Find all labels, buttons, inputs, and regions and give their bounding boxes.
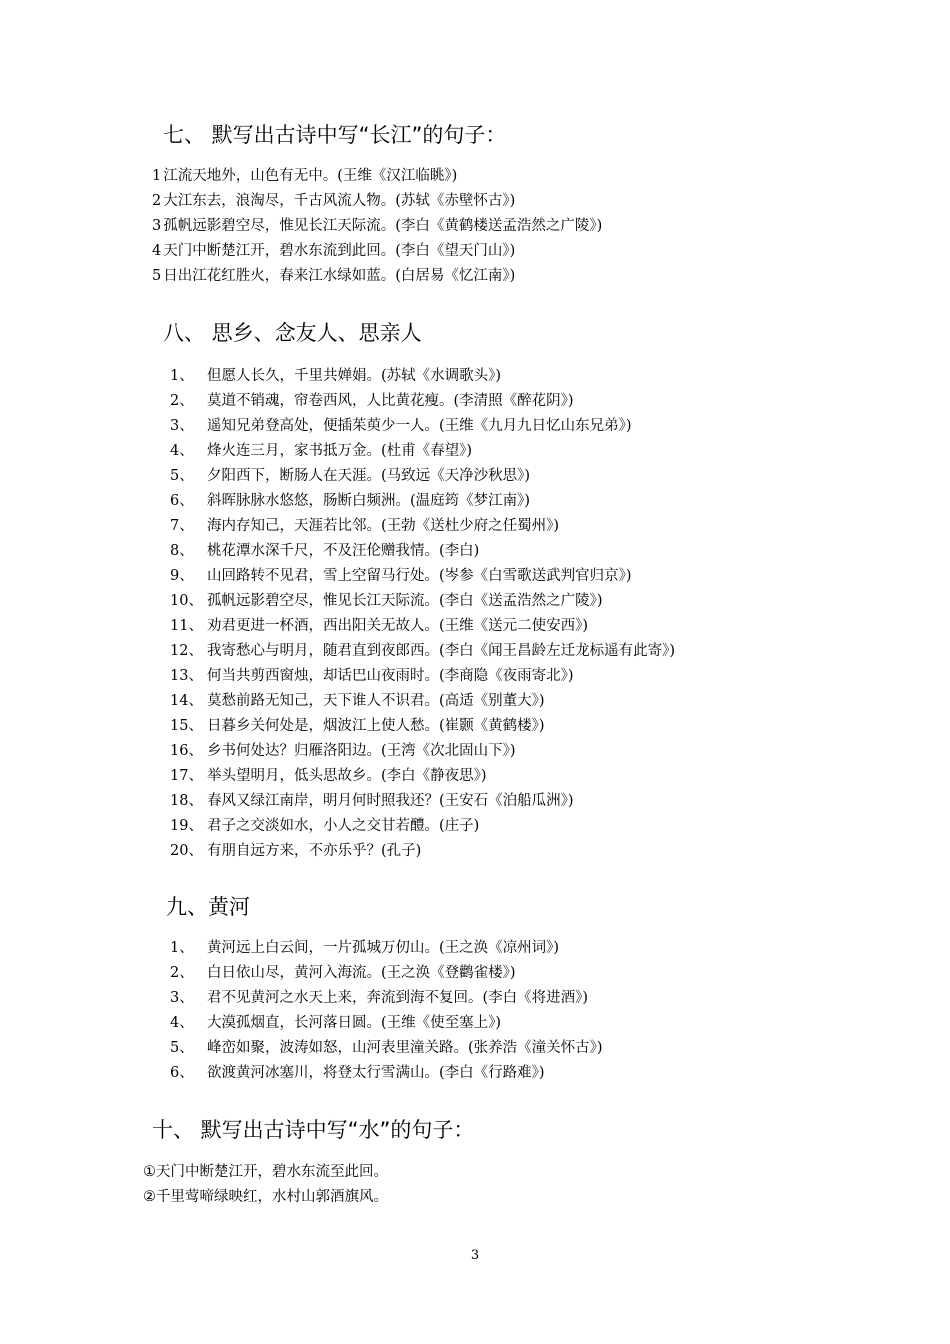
- item-text: 我寄愁心与明月，随君直到夜郎西。(李白《闻王昌龄左迁龙标遥有此寄》): [207, 643, 676, 659]
- item-text: 烽火连三月，家书抵万金。(杜甫《春望》): [207, 443, 473, 459]
- item-number: 18、: [170, 793, 203, 809]
- item-text: 黄河远上白云间，一片孤城万仞山。(王之涣《凉州词》): [207, 940, 560, 956]
- list-item: [152, 239, 602, 264]
- page-number: 3: [470, 1248, 480, 1263]
- list-item: [170, 961, 603, 986]
- item-number: 17、: [170, 768, 203, 784]
- list-item: [170, 614, 675, 639]
- item-text: 日暮乡关何处是，烟波江上使人愁。(崔颢《黄鹤楼》): [207, 718, 545, 734]
- list-item: [170, 589, 675, 614]
- item-number: 1、: [170, 368, 194, 384]
- list-item: [170, 364, 675, 389]
- item-number: 5、: [170, 468, 194, 484]
- item-text: 山回路转不见君，雪上空留马行处。(岑参《白雪歌送武判官归京》): [207, 568, 632, 584]
- list-item: [170, 489, 675, 514]
- section-10-title: 十、 默写出古诗中写“水”的句子：: [152, 1118, 475, 1142]
- list-item: [170, 514, 675, 539]
- item-number: 8、: [170, 543, 194, 559]
- item-text: 何当共剪西窗烛，却话巴山夜雨时。(李商隐《夜雨寄北》): [207, 668, 574, 684]
- item-number: 4: [152, 243, 162, 259]
- item-text: 劝君更进一杯酒，西出阳关无故人。(王维《送元二使安西》): [207, 618, 589, 634]
- item-number: 3、: [170, 418, 194, 434]
- item-text: 举头望明月，低头思故乡。(李白《静夜思》): [207, 768, 487, 784]
- list-item: [170, 539, 675, 564]
- item-number: 9、: [170, 568, 194, 584]
- item-text: 天门中断楚江开，碧水东流至此回。: [156, 1164, 388, 1180]
- list-item: [152, 214, 602, 239]
- section-8-list: [170, 364, 675, 864]
- section-9-list: [170, 936, 603, 1086]
- item-number: 7、: [170, 518, 194, 534]
- list-item: [170, 664, 675, 689]
- section-7-title: 七、 默写出古诗中写“长江”的句子：: [163, 123, 507, 147]
- item-text: 春风又绿江南岸，明月何时照我还？(王安石《泊船瓜洲》): [207, 793, 574, 809]
- item-number: 19、: [170, 818, 203, 834]
- section-7-list: [152, 164, 602, 289]
- item-text: 乡书何处达？归雁洛阳边。(王湾《次北固山下》): [207, 743, 516, 759]
- item-text: 大江东去，浪淘尽，千古风流人物。(苏轼《赤壁怀古》): [163, 193, 516, 209]
- item-number: 1、: [170, 940, 194, 956]
- item-text: 遥知兄弟登高处，便插茱萸少一人。(王维《九月九日忆山东兄弟》): [207, 418, 632, 434]
- item-number: 12、: [170, 643, 203, 659]
- item-text: 有朋自远方来，不亦乐乎？(孔子): [207, 843, 422, 859]
- list-item: [152, 189, 602, 214]
- list-item: [170, 414, 675, 439]
- item-number: 1: [152, 168, 162, 184]
- item-text: 君子之交淡如水，小人之交甘若醴。(庄子): [207, 818, 480, 834]
- item-number: 11、: [170, 618, 203, 634]
- list-item: [152, 164, 602, 189]
- item-number: 20、: [170, 843, 203, 859]
- item-text: 君不见黄河之水天上来，奔流到海不复回。(李白《将进酒》): [207, 990, 589, 1006]
- list-item: [170, 739, 675, 764]
- list-item: [170, 789, 675, 814]
- item-number: 2、: [170, 965, 194, 981]
- list-item: [143, 1185, 388, 1210]
- item-text: 日出江花红胜火，春来江水绿如蓝。(白居易《忆江南》): [163, 268, 516, 284]
- item-number: 3、: [170, 990, 194, 1006]
- section-8-title: 八、 思乡、念友人、思亲人: [163, 321, 422, 345]
- list-item: [170, 639, 675, 664]
- item-text: 峰峦如聚，波涛如怒，山河表里潼关路。(张养浩《潼关怀古》): [207, 1040, 603, 1056]
- item-text: 斜晖脉脉水悠悠，肠断白频洲。(温庭筠《梦江南》): [207, 493, 531, 509]
- item-text: 孤帆远影碧空尽，惟见长江天际流。(李白《送孟浩然之广陵》): [207, 593, 603, 609]
- item-number: 13、: [170, 668, 203, 684]
- item-text: 莫愁前路无知己，天下谁人不识君。(高适《别董大》): [207, 693, 545, 709]
- item-number: 3: [152, 218, 162, 234]
- item-text: 江流天地外，山色有无中。(王维《汉江临眺》): [163, 168, 458, 184]
- item-text: 桃花潭水深千尺，不及汪伦赠我情。(李白): [207, 543, 480, 559]
- list-item: [170, 1011, 603, 1036]
- item-number: 14、: [170, 693, 203, 709]
- item-text: 海内存知己，天涯若比邻。(王勃《送杜少府之任蜀州》): [207, 518, 560, 534]
- list-item: [170, 936, 603, 961]
- item-text: 大漠孤烟直，长河落日圆。(王维《使至塞上》): [207, 1015, 502, 1031]
- item-number: 2、: [170, 393, 194, 409]
- list-item: [152, 264, 602, 289]
- list-item: [170, 814, 675, 839]
- list-item: [170, 714, 675, 739]
- list-item: [170, 389, 675, 414]
- list-item: [170, 564, 675, 589]
- item-number: ②: [143, 1189, 156, 1205]
- section-10-list: [143, 1160, 388, 1210]
- list-item: [170, 1061, 603, 1086]
- item-number: ①: [143, 1164, 156, 1180]
- item-number: 15、: [170, 718, 203, 734]
- item-number: 2: [152, 193, 162, 209]
- item-number: 10、: [170, 593, 203, 609]
- list-item: [170, 439, 675, 464]
- item-number: 6、: [170, 493, 194, 509]
- item-text: 但愿人长久，千里共婵娟。(苏轼《水调歌头》): [207, 368, 502, 384]
- item-text: 天门中断楚江开，碧水东流到此回。(李白《望天门山》): [163, 243, 516, 259]
- item-number: 4、: [170, 443, 194, 459]
- list-item: [170, 986, 603, 1011]
- list-item: [170, 1036, 603, 1061]
- item-text: 千里莺啼绿映红，水村山郭酒旗风。: [156, 1189, 388, 1205]
- item-number: 5、: [170, 1040, 194, 1056]
- item-text: 夕阳西下，断肠人在天涯。(马致远《天净沙秋思》): [207, 468, 531, 484]
- list-item: [170, 839, 675, 864]
- list-item: [170, 464, 675, 489]
- item-text: 莫道不销魂，帘卷西风，人比黄花瘦。(李清照《醉花阴》): [207, 393, 574, 409]
- item-text: 白日依山尽，黄河入海流。(王之涣《登鹳雀楼》): [207, 965, 516, 981]
- list-item: [143, 1160, 388, 1185]
- list-item: [170, 689, 675, 714]
- section-9-title: 九、黄河: [166, 895, 250, 919]
- item-text: 欲渡黄河冰塞川，将登太行雪满山。(李白《行路难》): [207, 1065, 545, 1081]
- item-number: 6、: [170, 1065, 194, 1081]
- item-number: 16、: [170, 743, 203, 759]
- item-number: 4、: [170, 1015, 194, 1031]
- item-text: 孤帆远影碧空尽，惟见长江天际流。(李白《黄鹤楼送孟浩然之广陵》): [163, 218, 603, 234]
- list-item: [170, 764, 675, 789]
- item-number: 5: [152, 268, 162, 284]
